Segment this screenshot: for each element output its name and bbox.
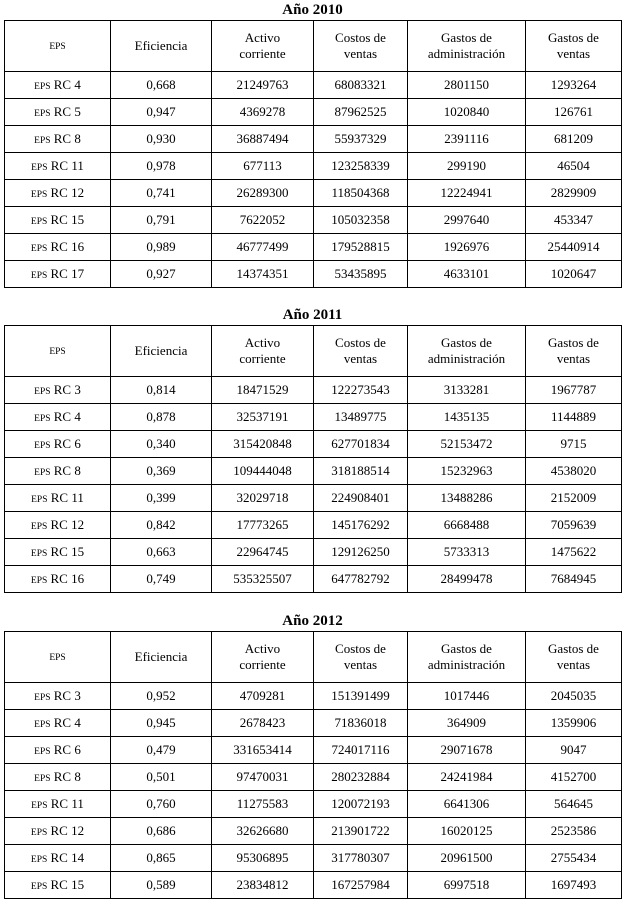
activo-corriente-cell: 22964745 [212,539,314,566]
header-costos-ventas-line1: Costos de [335,641,386,656]
eps-code: RC 11 [50,490,84,505]
activo-corriente-cell: 97470031 [212,764,314,791]
table-section [4,305,621,593]
eps-cell [5,126,111,153]
header-row [5,21,622,72]
header-activo-corriente-line1: Activo [244,335,281,350]
costos-ventas-cell: 179528815 [314,234,408,261]
gastos-administracion-cell: 13488286 [408,485,526,512]
eficiencia-cell: 0,749 [111,566,212,593]
header-eficiencia: Eficiencia [111,326,212,377]
eficiencia-cell: 0,479 [111,737,212,764]
eps-code: RC 11 [50,796,84,811]
costos-ventas-cell: 53435895 [314,261,408,288]
activo-corriente-cell: 23834812 [212,872,314,899]
eps-prefix: EPS [30,882,48,892]
gastos-ventas-cell: 1697493 [526,872,622,899]
eps-cell [5,512,111,539]
header-eps-label: EPS [49,42,66,52]
eps-code: RC 16 [50,239,85,254]
header-eps [5,632,111,683]
gastos-administracion-cell: 28499478 [408,566,526,593]
header-eficiencia: Eficiencia [111,632,212,683]
header-gastos-administracion-line1: Gastos de [441,335,492,350]
header-costos-ventas-line1: Costos de [335,335,386,350]
activo-corriente-cell: 36887494 [212,126,314,153]
eps-prefix: EPS [34,441,51,451]
eps-cell [5,683,111,710]
table-row [5,377,622,404]
eps-code: RC 3 [53,382,81,397]
gastos-administracion-cell: 5733313 [408,539,526,566]
data-table [4,325,622,593]
gastos-administracion-cell: 2997640 [408,207,526,234]
gastos-ventas-cell: 1967787 [526,377,622,404]
costos-ventas-cell: 123258339 [314,153,408,180]
header-eps [5,326,111,377]
eps-code: RC 6 [53,436,81,451]
eps-prefix: EPS [30,576,48,586]
eps-code: RC 5 [53,104,81,119]
gastos-administracion-cell: 16020125 [408,818,526,845]
activo-corriente-cell: 17773265 [212,512,314,539]
gastos-ventas-cell: 46504 [526,153,622,180]
header-costos-ventas-line2: ventas [343,657,378,672]
costos-ventas-cell: 122273543 [314,377,408,404]
table-row [5,72,622,99]
eficiencia-cell: 0,686 [111,818,212,845]
table-row [5,512,622,539]
eps-prefix: EPS [34,774,51,784]
table-row [5,683,622,710]
gastos-administracion-cell: 15232963 [408,458,526,485]
gastos-administracion-cell: 6668488 [408,512,526,539]
eps-cell [5,207,111,234]
costos-ventas-cell: 647782792 [314,566,408,593]
eps-prefix: EPS [30,271,48,281]
gastos-ventas-cell: 7684945 [526,566,622,593]
gastos-ventas-cell: 4152700 [526,764,622,791]
gastos-ventas-cell: 2523586 [526,818,622,845]
eps-code: RC 11 [50,158,84,173]
costos-ventas-cell: 224908401 [314,485,408,512]
section-title: Año 2010 [282,2,343,18]
eps-cell [5,404,111,431]
header-costos-ventas [314,21,408,72]
costos-ventas-cell: 55937329 [314,126,408,153]
section-title: Año 2011 [282,307,343,323]
eps-cell [5,845,111,872]
activo-corriente-cell: 46777499 [212,234,314,261]
costos-ventas-cell: 105032358 [314,207,408,234]
eps-code: RC 12 [50,517,85,532]
gastos-administracion-cell: 52153472 [408,431,526,458]
eps-prefix: EPS [34,747,51,757]
eps-code: RC 3 [53,688,81,703]
header-activo-corriente-line1: Activo [244,641,281,656]
eps-prefix: EPS [34,387,51,397]
eps-prefix: EPS [34,720,51,730]
activo-corriente-cell: 32029718 [212,485,314,512]
eps-code: RC 14 [50,850,85,865]
header-gastos-administracion-line2: administración [427,657,506,672]
eps-code: RC 4 [53,715,81,730]
header-gastos-ventas [526,326,622,377]
header-costos-ventas-line2: ventas [343,46,378,61]
table-row [5,126,622,153]
activo-corriente-cell: 4369278 [212,99,314,126]
costos-ventas-cell: 318188514 [314,458,408,485]
eps-prefix: EPS [30,828,48,838]
gastos-ventas-cell: 1475622 [526,539,622,566]
gastos-ventas-cell: 1144889 [526,404,622,431]
eficiencia-cell: 0,989 [111,234,212,261]
eficiencia-cell: 0,978 [111,153,212,180]
eficiencia-cell: 0,663 [111,539,212,566]
gastos-ventas-cell: 9715 [526,431,622,458]
activo-corriente-cell: 95306895 [212,845,314,872]
table-row [5,234,622,261]
gastos-ventas-cell: 681209 [526,126,622,153]
header-activo-corriente-line2: corriente [239,657,286,672]
gastos-administracion-cell: 364909 [408,710,526,737]
eps-prefix: EPS [31,495,48,505]
header-gastos-ventas-line2: ventas [556,46,591,61]
activo-corriente-cell: 18471529 [212,377,314,404]
gastos-administracion-cell: 2391116 [408,126,526,153]
gastos-administracion-cell: 6641306 [408,791,526,818]
table-row [5,404,622,431]
eps-cell [5,261,111,288]
eps-prefix: EPS [30,244,48,254]
eps-prefix: EPS [30,522,48,532]
table-row [5,431,622,458]
eps-cell [5,458,111,485]
gastos-administracion-cell: 12224941 [408,180,526,207]
header-gastos-administracion-line1: Gastos de [441,30,492,45]
data-table [4,20,622,288]
eficiencia-cell: 0,842 [111,512,212,539]
eps-code: RC 6 [53,742,81,757]
eficiencia-cell: 0,791 [111,207,212,234]
eficiencia-cell: 0,760 [111,791,212,818]
table-row [5,818,622,845]
activo-corriente-cell: 4709281 [212,683,314,710]
eps-cell [5,539,111,566]
activo-corriente-cell: 32626680 [212,818,314,845]
costos-ventas-cell: 13489775 [314,404,408,431]
header-gastos-ventas-line1: Gastos de [548,30,599,45]
costos-ventas-cell: 120072193 [314,791,408,818]
eps-code: RC 4 [53,77,81,92]
gastos-administracion-cell: 1020840 [408,99,526,126]
header-gastos-ventas-line2: ventas [556,351,591,366]
eps-prefix: EPS [31,163,48,173]
eficiencia-cell: 0,668 [111,72,212,99]
eps-prefix: EPS [34,136,51,146]
eficiencia-cell: 0,741 [111,180,212,207]
gastos-administracion-cell: 2801150 [408,72,526,99]
header-gastos-ventas-line1: Gastos de [548,335,599,350]
eps-code: RC 8 [53,769,81,784]
table-row [5,566,622,593]
gastos-ventas-cell: 453347 [526,207,622,234]
header-activo-corriente [212,21,314,72]
gastos-administracion-cell: 1017446 [408,683,526,710]
activo-corriente-cell: 32537191 [212,404,314,431]
eps-cell [5,485,111,512]
table-row [5,458,622,485]
header-activo-corriente-line1: Activo [244,30,281,45]
table-row [5,207,622,234]
gastos-ventas-cell: 1359906 [526,710,622,737]
header-costos-ventas-line1: Costos de [335,30,386,45]
gastos-ventas-cell: 1020647 [526,261,622,288]
gastos-administracion-cell: 1926976 [408,234,526,261]
gastos-administracion-cell: 29071678 [408,737,526,764]
eps-code: RC 8 [53,463,81,478]
header-gastos-administracion-line1: Gastos de [441,641,492,656]
eficiencia-cell: 0,878 [111,404,212,431]
header-activo-corriente-line2: corriente [239,46,286,61]
costos-ventas-cell: 280232884 [314,764,408,791]
eps-prefix: EPS [34,109,51,119]
costos-ventas-cell: 68083321 [314,72,408,99]
gastos-ventas-cell: 2829909 [526,180,622,207]
gastos-administracion-cell: 4633101 [408,261,526,288]
gastos-ventas-cell: 564645 [526,791,622,818]
eps-prefix: EPS [34,82,51,92]
header-gastos-administracion [408,21,526,72]
header-eps-label: EPS [49,653,66,663]
table-row [5,539,622,566]
table-row [5,845,622,872]
table-row [5,99,622,126]
activo-corriente-cell: 7622052 [212,207,314,234]
header-activo-corriente [212,632,314,683]
costos-ventas-cell: 317780307 [314,845,408,872]
eps-cell [5,818,111,845]
costos-ventas-cell: 118504368 [314,180,408,207]
activo-corriente-cell: 535325507 [212,566,314,593]
eps-code: RC 8 [53,131,81,146]
header-costos-ventas-line2: ventas [343,351,378,366]
header-gastos-administracion [408,632,526,683]
table-row [5,710,622,737]
eficiencia-cell: 0,340 [111,431,212,458]
eps-prefix: EPS [30,855,48,865]
eps-code: RC 15 [50,877,85,892]
gastos-administracion-cell: 3133281 [408,377,526,404]
table-row [5,737,622,764]
costos-ventas-cell: 71836018 [314,710,408,737]
eficiencia-cell: 0,927 [111,261,212,288]
table-section [4,0,621,288]
eps-code: RC 12 [50,185,85,200]
eficiencia-cell: 0,814 [111,377,212,404]
eficiencia-cell: 0,865 [111,845,212,872]
eps-cell [5,737,111,764]
activo-corriente-cell: 11275583 [212,791,314,818]
eps-cell [5,153,111,180]
gastos-ventas-cell: 2045035 [526,683,622,710]
eps-code: RC 4 [53,409,81,424]
header-activo-corriente [212,326,314,377]
header-row [5,632,622,683]
activo-corriente-cell: 14374351 [212,261,314,288]
eps-prefix: EPS [34,693,51,703]
eps-cell [5,791,111,818]
eficiencia-cell: 0,952 [111,683,212,710]
table-row [5,872,622,899]
header-row [5,326,622,377]
eps-prefix: EPS [34,414,51,424]
header-eficiencia: Eficiencia [111,21,212,72]
header-costos-ventas [314,326,408,377]
costos-ventas-cell: 129126250 [314,539,408,566]
eps-code: RC 17 [50,266,85,281]
gastos-ventas-cell: 2152009 [526,485,622,512]
header-gastos-ventas [526,632,622,683]
data-table [4,631,622,899]
eps-prefix: EPS [34,468,51,478]
eps-cell [5,431,111,458]
gastos-ventas-cell: 7059639 [526,512,622,539]
gastos-ventas-cell: 25440914 [526,234,622,261]
costos-ventas-cell: 145176292 [314,512,408,539]
header-costos-ventas [314,632,408,683]
costos-ventas-cell: 87962525 [314,99,408,126]
eficiencia-cell: 0,369 [111,458,212,485]
costos-ventas-cell: 167257984 [314,872,408,899]
eps-code: RC 15 [50,544,85,559]
section-title: Año 2012 [282,613,343,629]
eps-cell [5,180,111,207]
table-row [5,485,622,512]
gastos-administracion-cell: 20961500 [408,845,526,872]
activo-corriente-cell: 677113 [212,153,314,180]
gastos-administracion-cell: 1435135 [408,404,526,431]
eps-prefix: EPS [30,217,48,227]
header-gastos-administracion-line2: administración [427,351,506,366]
eficiencia-cell: 0,947 [111,99,212,126]
eps-cell [5,764,111,791]
eficiencia-cell: 0,589 [111,872,212,899]
header-eps-label: EPS [49,347,66,357]
header-activo-corriente-line2: corriente [239,351,286,366]
gastos-ventas-cell: 126761 [526,99,622,126]
eps-prefix: EPS [30,190,48,200]
eps-prefix: EPS [31,801,48,811]
eps-cell [5,566,111,593]
eficiencia-cell: 0,399 [111,485,212,512]
table-row [5,764,622,791]
activo-corriente-cell: 315420848 [212,431,314,458]
gastos-ventas-cell: 9047 [526,737,622,764]
eps-cell [5,872,111,899]
eficiencia-cell: 0,945 [111,710,212,737]
eps-cell [5,377,111,404]
costos-ventas-cell: 724017116 [314,737,408,764]
header-gastos-ventas-line2: ventas [556,657,591,672]
header-gastos-administracion [408,326,526,377]
eps-code: RC 12 [50,823,85,838]
table-row [5,180,622,207]
costos-ventas-cell: 627701834 [314,431,408,458]
activo-corriente-cell: 109444048 [212,458,314,485]
gastos-administracion-cell: 6997518 [408,872,526,899]
activo-corriente-cell: 21249763 [212,72,314,99]
costos-ventas-cell: 213901722 [314,818,408,845]
header-eps [5,21,111,72]
gastos-ventas-cell: 2755434 [526,845,622,872]
activo-corriente-cell: 331653414 [212,737,314,764]
activo-corriente-cell: 2678423 [212,710,314,737]
eps-cell [5,72,111,99]
eficiencia-cell: 0,501 [111,764,212,791]
eps-cell [5,99,111,126]
table-section [4,611,621,899]
table-row [5,153,622,180]
gastos-ventas-cell: 4538020 [526,458,622,485]
activo-corriente-cell: 26289300 [212,180,314,207]
costos-ventas-cell: 151391499 [314,683,408,710]
eficiencia-cell: 0,930 [111,126,212,153]
header-gastos-administracion-line2: administración [427,46,506,61]
header-gastos-ventas-line1: Gastos de [548,641,599,656]
eps-cell [5,710,111,737]
gastos-administracion-cell: 24241984 [408,764,526,791]
eps-cell [5,234,111,261]
gastos-ventas-cell: 1293264 [526,72,622,99]
eps-prefix: EPS [30,549,48,559]
table-row [5,791,622,818]
gastos-administracion-cell: 299190 [408,153,526,180]
table-row [5,261,622,288]
eps-code: RC 16 [50,571,85,586]
eps-code: RC 15 [50,212,85,227]
header-gastos-ventas [526,21,622,72]
